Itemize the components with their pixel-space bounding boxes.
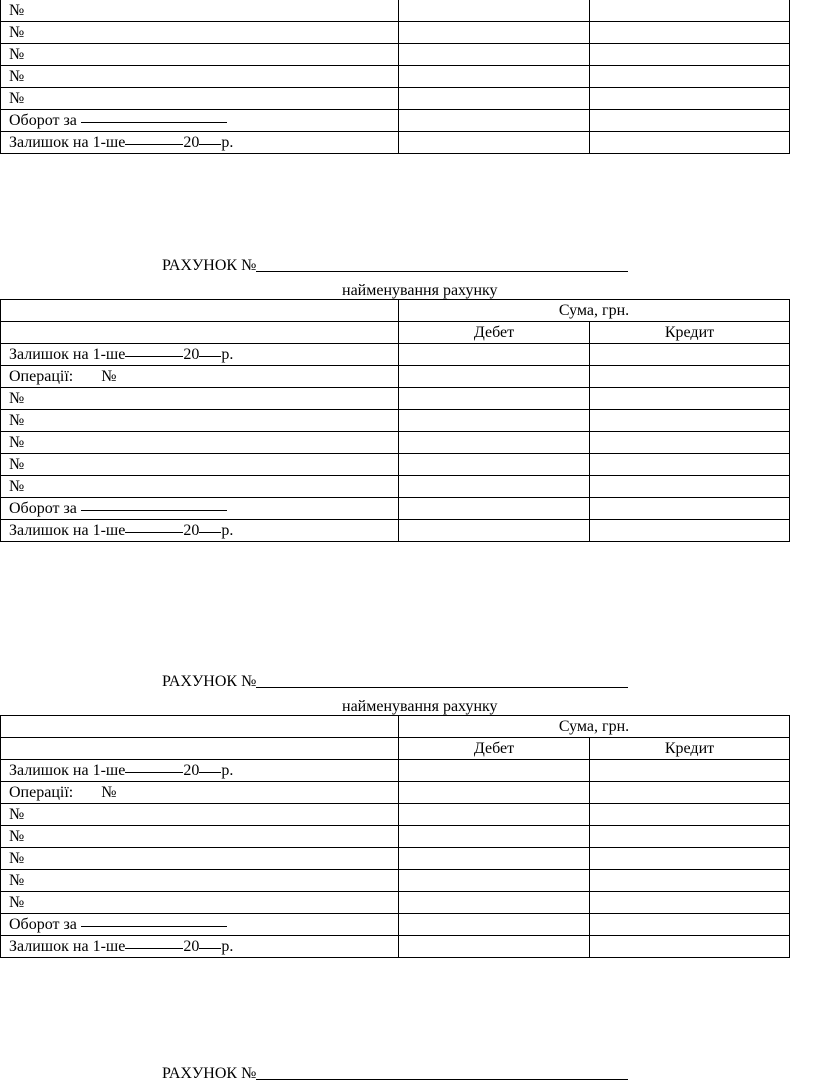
credit-cell[interactable] — [590, 0, 790, 22]
blank-line[interactable] — [125, 771, 183, 773]
credit-cell[interactable] — [590, 760, 790, 782]
operations-row — [1, 366, 790, 388]
operation-cell: № — [1, 848, 399, 870]
operation-cell — [1, 0, 399, 22]
sum-header: Сума, грн. — [399, 300, 790, 322]
operation-cell: № — [1, 410, 399, 432]
credit-cell[interactable] — [590, 826, 790, 848]
credit-cell[interactable] — [590, 432, 790, 454]
header-cell — [1, 300, 399, 322]
account-heading: РАХУНОК № — [162, 1064, 628, 1084]
account-heading: РАХУНОК № — [162, 256, 628, 276]
account-table — [0, 299, 790, 542]
table-row — [1, 0, 790, 22]
table-row — [1, 22, 790, 44]
credit-cell[interactable] — [590, 66, 790, 88]
table-row — [1, 826, 790, 848]
debit-cell[interactable] — [399, 454, 590, 476]
balance-label: Залишок на 1-ше — [9, 134, 126, 151]
debit-cell[interactable] — [399, 520, 590, 542]
debit-cell[interactable] — [399, 0, 590, 22]
balance-cell: Залишок на 1-ше 20 р. — [1, 344, 399, 366]
debit-cell[interactable] — [399, 870, 590, 892]
number-label: № — [9, 90, 25, 107]
number-label: № — [9, 68, 25, 85]
operation-cell — [1, 22, 399, 44]
debit-cell[interactable] — [399, 66, 590, 88]
debit-cell[interactable] — [399, 498, 590, 520]
credit-cell[interactable] — [590, 936, 790, 958]
table-row — [1, 870, 790, 892]
header-row — [1, 300, 790, 322]
table-row — [1, 476, 790, 498]
blank-line[interactable] — [125, 143, 183, 145]
credit-cell[interactable] — [590, 44, 790, 66]
debit-cell[interactable] — [399, 410, 590, 432]
account-name-caption: найменування рахунку — [342, 282, 498, 299]
table-row — [1, 454, 790, 476]
debit-cell[interactable] — [399, 388, 590, 410]
account-name-caption: найменування рахунку — [342, 698, 498, 715]
credit-cell[interactable] — [590, 498, 790, 520]
debit-cell[interactable] — [399, 22, 590, 44]
debit-cell[interactable] — [399, 760, 590, 782]
credit-cell[interactable] — [590, 804, 790, 826]
debit-header: Дебет — [399, 322, 590, 344]
header-cell — [1, 322, 399, 344]
year-label: 20 — [183, 134, 200, 151]
table-row — [1, 848, 790, 870]
balance-cell: Залишок на 1-ше 20 р. — [1, 760, 399, 782]
table-row — [1, 432, 790, 454]
debit-cell[interactable] — [399, 936, 590, 958]
table-row — [1, 66, 790, 88]
credit-cell[interactable] — [590, 454, 790, 476]
debit-cell[interactable] — [399, 892, 590, 914]
account-table — [0, 715, 790, 958]
debit-cell[interactable] — [399, 110, 590, 132]
balance-cell — [1, 132, 399, 154]
table-row — [1, 44, 790, 66]
continuation-table — [0, 0, 790, 154]
turnover-label: Оборот за — [9, 112, 77, 129]
debit-cell[interactable] — [399, 366, 590, 388]
operation-cell: № — [1, 892, 399, 914]
operation-cell — [1, 44, 399, 66]
turnover-cell — [1, 110, 399, 132]
credit-cell[interactable] — [590, 22, 790, 44]
operation-cell: № — [1, 454, 399, 476]
debit-cell[interactable] — [399, 782, 590, 804]
credit-cell[interactable] — [590, 520, 790, 542]
credit-cell[interactable] — [590, 476, 790, 498]
operation-cell: № — [1, 388, 399, 410]
debit-cell[interactable] — [399, 88, 590, 110]
closing-balance-row — [1, 936, 790, 958]
opening-balance-row — [1, 760, 790, 782]
debit-cell[interactable] — [399, 848, 590, 870]
sum-header: Сума, грн. — [399, 716, 790, 738]
blank-line[interactable] — [81, 121, 227, 123]
debit-cell[interactable] — [399, 132, 590, 154]
operations-cell: Операції: № — [1, 782, 399, 804]
table-row — [1, 804, 790, 826]
opening-balance-row — [1, 344, 790, 366]
debit-cell[interactable] — [399, 826, 590, 848]
operation-cell — [1, 88, 399, 110]
table-row — [1, 892, 790, 914]
operation-cell: № — [1, 826, 399, 848]
credit-header: Кредит — [590, 738, 790, 760]
blank-line[interactable] — [199, 531, 221, 533]
number-label: № — [9, 2, 25, 19]
blank-line[interactable] — [199, 947, 221, 949]
turnover-row — [1, 914, 790, 936]
blank-line[interactable] — [81, 509, 227, 511]
debit-cell[interactable] — [399, 476, 590, 498]
debit-header: Дебет — [399, 738, 590, 760]
balance-row — [1, 132, 790, 154]
blank-line[interactable] — [199, 771, 221, 773]
closing-balance-row — [1, 520, 790, 542]
header-cell — [1, 716, 399, 738]
credit-cell[interactable] — [590, 344, 790, 366]
header-row — [1, 716, 790, 738]
year-suffix: р. — [221, 134, 234, 151]
header-cell — [1, 738, 399, 760]
operation-cell: № — [1, 432, 399, 454]
credit-cell[interactable] — [590, 870, 790, 892]
account-number-line[interactable] — [256, 256, 628, 272]
balance-cell: Залишок на 1-ше 20 р. — [1, 520, 399, 542]
blank-line[interactable] — [125, 531, 183, 533]
header-row — [1, 322, 790, 344]
account-number-line[interactable] — [256, 672, 628, 688]
debit-cell[interactable] — [399, 344, 590, 366]
blank-line[interactable] — [125, 355, 183, 357]
turnover-cell: Оборот за — [1, 498, 399, 520]
debit-cell[interactable] — [399, 44, 590, 66]
turnover-cell: Оборот за — [1, 914, 399, 936]
blank-line[interactable] — [199, 143, 221, 145]
blank-line[interactable] — [81, 925, 227, 927]
credit-cell[interactable] — [590, 132, 790, 154]
credit-header: Кредит — [590, 322, 790, 344]
credit-cell[interactable] — [590, 914, 790, 936]
blank-line[interactable] — [125, 947, 183, 949]
debit-cell[interactable] — [399, 804, 590, 826]
operation-cell: № — [1, 804, 399, 826]
debit-cell[interactable] — [399, 432, 590, 454]
number-label: № — [9, 46, 25, 63]
turnover-row — [1, 498, 790, 520]
credit-cell[interactable] — [590, 848, 790, 870]
credit-cell[interactable] — [590, 366, 790, 388]
header-row — [1, 738, 790, 760]
blank-line[interactable] — [199, 355, 221, 357]
operations-row — [1, 782, 790, 804]
turnover-row — [1, 110, 790, 132]
balance-cell: Залишок на 1-ше 20 р. — [1, 936, 399, 958]
credit-cell[interactable] — [590, 782, 790, 804]
credit-cell[interactable] — [590, 410, 790, 432]
credit-cell[interactable] — [590, 88, 790, 110]
table-row — [1, 388, 790, 410]
operation-cell: № — [1, 476, 399, 498]
number-label: № — [9, 24, 25, 41]
account-number-line[interactable] — [256, 1064, 628, 1080]
credit-cell[interactable] — [590, 110, 790, 132]
credit-cell[interactable] — [590, 388, 790, 410]
operation-cell: № — [1, 870, 399, 892]
account-heading: РАХУНОК № — [162, 672, 628, 692]
operation-cell — [1, 66, 399, 88]
credit-cell[interactable] — [590, 892, 790, 914]
debit-cell[interactable] — [399, 914, 590, 936]
operations-cell: Операції: № — [1, 366, 399, 388]
table-row — [1, 410, 790, 432]
table-row — [1, 88, 790, 110]
